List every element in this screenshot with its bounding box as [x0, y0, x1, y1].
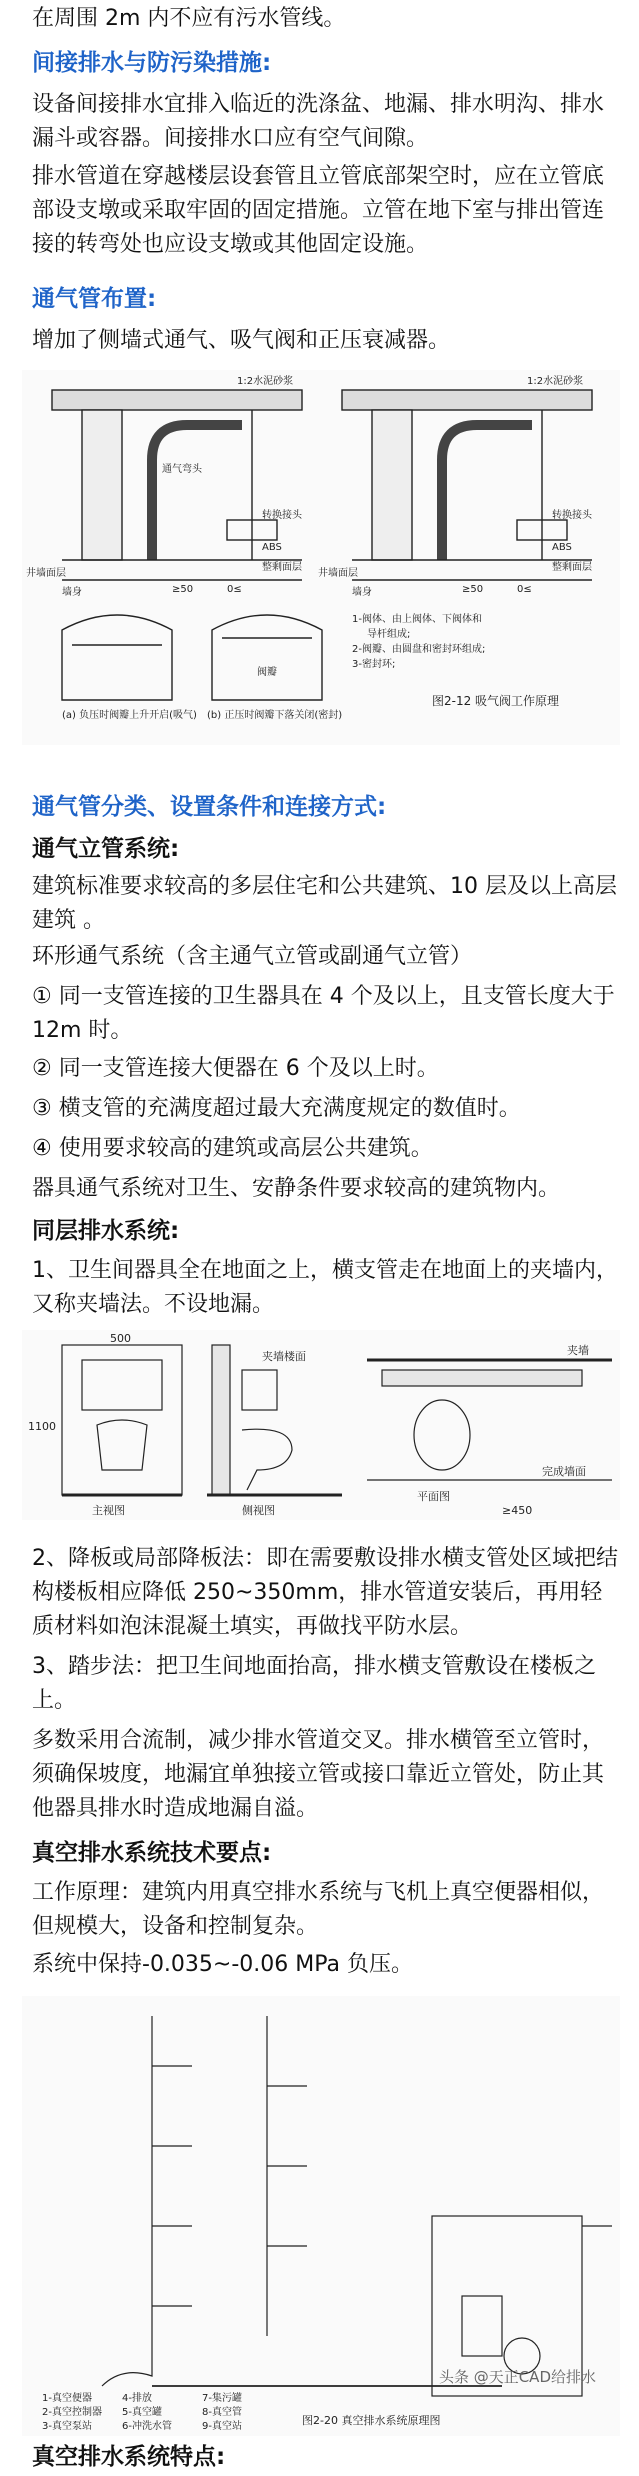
- text-block: 器具通气系统对卫生、安静条件要求较高的建筑物内。: [32, 1176, 561, 1201]
- legend-3: 3-真空泵站: [42, 2421, 92, 2432]
- legend-7: 7-集污罐: [202, 2393, 242, 2404]
- legend-line-1: 1-阀体、由上阀体、下阀体和: [352, 614, 482, 625]
- label-well-wall-right: 井墙面层: [318, 568, 358, 579]
- label-main-view: 主视图: [92, 1504, 125, 1517]
- section-heading-indirect-drainage: 间接排水与防污染措施:: [32, 50, 272, 76]
- label-cavity-wall: 夹墙: [567, 1344, 589, 1357]
- label-finish-left: 整剩面层: [262, 562, 302, 573]
- label-adapter-left: 转换接头: [262, 510, 302, 521]
- section-heading-vent-layout: 通气管布置:: [32, 286, 157, 312]
- subheading-vacuum-features: 真空排水系统特点:: [32, 2444, 226, 2470]
- caption-b: (b) 正压时阀瓣下落关闭(密封): [207, 710, 343, 721]
- figure-title: 图2-12 吸气阀工作原理: [432, 694, 560, 708]
- figure-same-floor-drainage: [22, 1330, 620, 1520]
- label-abs-left: ABS: [262, 542, 282, 553]
- text-block: 3、踏步法：把卫生间地面抬高，排水横支管敷设在楼板之上。: [32, 1654, 596, 1713]
- subheading-same-floor-drainage: 同层排水系统:: [32, 1218, 180, 1244]
- text-block: 工作原理：建筑内用真空排水系统与飞机上真空便器相似，但规模大，设备和控制复杂。: [32, 1880, 605, 1939]
- text-block: 设备间接排水宜排入临近的洗涤盆、地漏、排水明沟、排水漏斗或容器。间接排水口应有空气间隙。: [32, 92, 605, 151]
- text-block: ③ 横支管的充满度超过最大充满度规定的数值时。: [32, 1096, 521, 1121]
- legend-5: 5-真空罐: [122, 2407, 162, 2418]
- text-block: 排水管道在穿越楼层设套管且立管底部架空时，应在立管底部设支墩或采取牢固的固定措施。立管在地下室与排出管连接的转弯处也应设支墩或其他固定设施。: [32, 164, 605, 257]
- label-cavity-floor: 夹墙楼面: [262, 1350, 306, 1363]
- text-block: 建筑标准要求较高的多层住宅和公共建筑、10 层及以上高层建筑 。: [32, 874, 617, 933]
- legend-line-3: 2-阀瓣、由圆盘和密封环组成;: [352, 644, 486, 655]
- text-block: 系统中保持-0.035~-0.06 MPa 负压。: [32, 1952, 414, 1977]
- label-valve: 阀瓣: [257, 667, 277, 678]
- text-block: 环形通气系统（含主通气立管或副通气立管）: [32, 944, 473, 969]
- label-mortar-left: 1:2水泥砂浆: [237, 376, 294, 387]
- label-vent-elbow: 通气弯头: [162, 464, 202, 475]
- label-dim-450: ≥450: [502, 1504, 533, 1517]
- legend-6: 6-冲洗水管: [122, 2421, 172, 2432]
- legend-4: 4-排放: [122, 2393, 152, 2404]
- label-dim-500: 500: [110, 1332, 131, 1345]
- text-block: 在周围 2m 内不应有污水管线。: [32, 6, 346, 31]
- label-finished-wall: 完成墙面: [542, 1465, 586, 1478]
- legend-1: 1-真空便器: [42, 2393, 92, 2404]
- label-dim-right: ≥50: [462, 584, 484, 595]
- label-abs-right: ABS: [552, 542, 572, 553]
- legend-line-2: 导杆组成;: [367, 629, 411, 640]
- section-heading-vent-classification: 通气管分类、设置条件和连接方式:: [32, 794, 387, 820]
- figure-air-admittance-valve: [22, 370, 620, 745]
- label-dim2-left: 0≤: [227, 584, 242, 595]
- figure-title: 图2-20 真空排水系统原理图: [302, 2414, 441, 2427]
- label-wall-left: 墙身: [62, 587, 82, 598]
- caption-a: (a) 负压时阀瓣上升开启(吸气): [62, 710, 197, 721]
- label-dim-1100: 1100: [28, 1420, 56, 1433]
- text-block: 1、卫生间器具全在地面之上，横支管走在地面上的夹墙内，又称夹墙法。不设地漏。: [32, 1258, 618, 1317]
- label-side-view: 侧视图: [242, 1504, 275, 1517]
- text-block: 2、降板或局部降板法：即在需要敷设排水横支管处区域把结构楼板相应降低 250~350mm，排水管道安装后，再用轻质材料如泡沫混凝土填实，再做找平防水层。: [32, 1546, 618, 1639]
- watermark: 头条 @天正CAD给排水: [438, 2368, 596, 2386]
- label-plan-view: 平面图: [417, 1490, 450, 1503]
- label-dim-left: ≥50: [172, 584, 194, 595]
- label-wall-right: 墙身: [352, 587, 372, 598]
- legend-2: 2-真空控制器: [42, 2407, 102, 2418]
- subheading-vacuum-drainage: 真空排水系统技术要点:: [32, 1840, 272, 1866]
- text-block: ① 同一支管连接的卫生器具在 4 个及以上，且支管长度大于 12m 时。: [32, 984, 615, 1043]
- text-block: ④ 使用要求较高的建筑或高层公共建筑。: [32, 1136, 433, 1161]
- legend-line-4: 3-密封环;: [352, 659, 396, 670]
- label-adapter-right: 转换接头: [552, 510, 592, 521]
- legend-9: 9-真空站: [202, 2421, 242, 2432]
- legend-8: 8-真空管: [202, 2407, 242, 2418]
- label-mortar-right: 1:2水泥砂浆: [527, 376, 584, 387]
- text-block: 多数采用合流制，减少排水管道交叉。排水横管至立管时，须确保坡度，地漏宜单独接立管或接口靠近立管处，防止其他器具排水时造成地漏自溢。: [32, 1728, 605, 1821]
- text-block: 增加了侧墙式通气、吸气阀和正压衰减器。: [32, 328, 451, 353]
- label-finish-right: 整剩面层: [552, 562, 592, 573]
- label-well-wall-left: 井墙面层: [26, 568, 66, 579]
- subheading-vent-stack: 通气立管系统:: [32, 836, 180, 862]
- figure-vacuum-system: [22, 1996, 620, 2436]
- label-dim2-right: 0≤: [517, 584, 532, 595]
- text-block: ② 同一支管连接大便器在 6 个及以上时。: [32, 1056, 439, 1081]
